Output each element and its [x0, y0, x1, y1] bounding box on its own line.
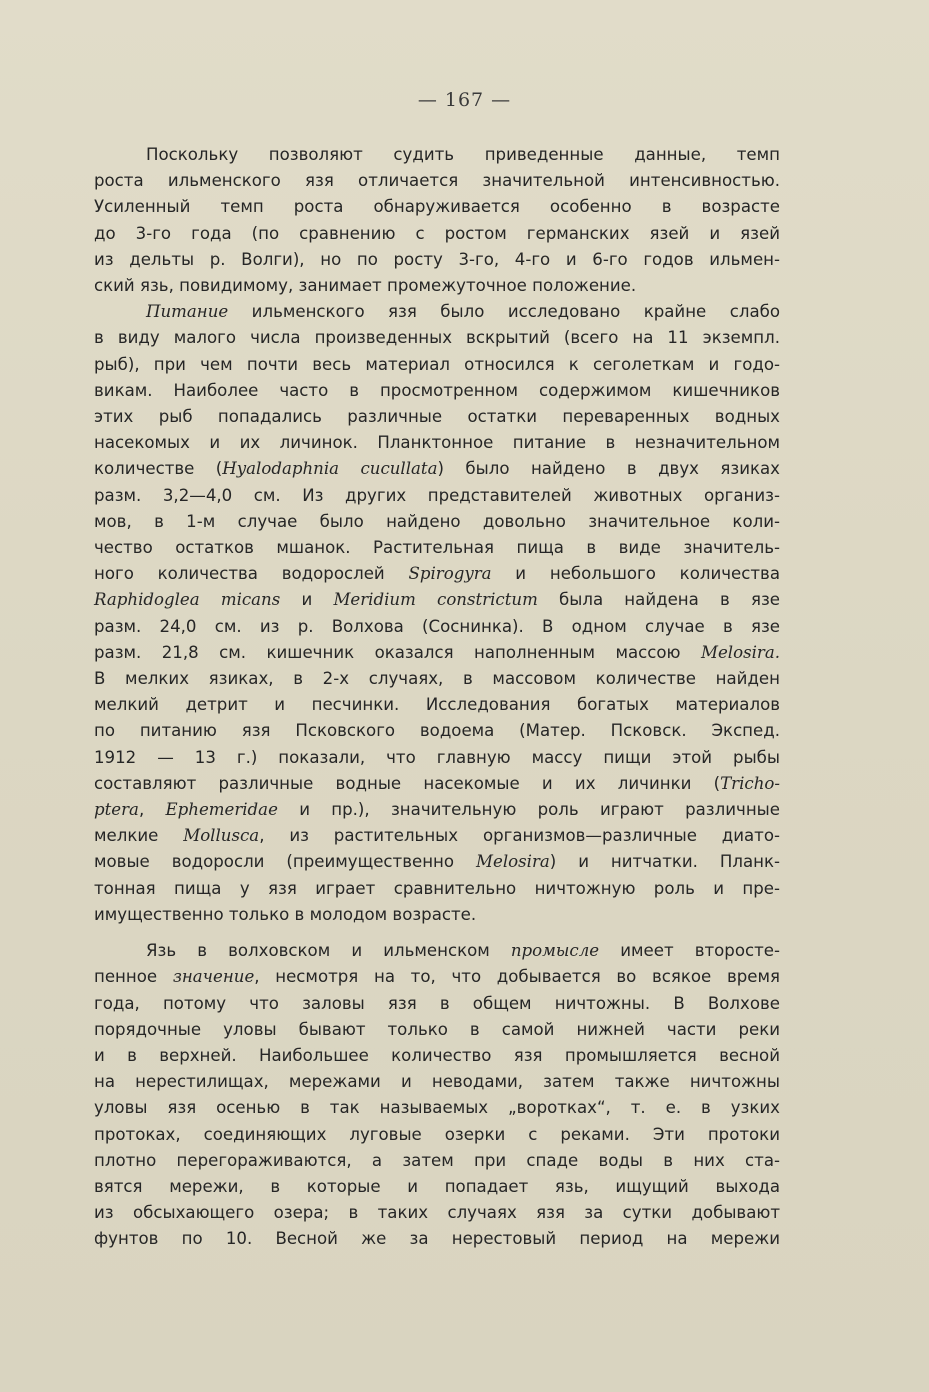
text-line [94, 823, 780, 849]
page-body [94, 142, 780, 1253]
text-line [94, 771, 780, 797]
text-run: ) было найдено в двух язиках [437, 459, 781, 479]
text-line: из обсыхающего озера; в таких случаях язя за сутки добывают [94, 1203, 780, 1223]
paragraph-growth [94, 142, 780, 299]
text-run: ильменского язя было исследовано крайне слабо [228, 302, 780, 322]
text-run: составляют различные водные насекомые и их личинки ( [94, 773, 721, 793]
text-line: из дельты р. Волги), но по росту 3-го, 4-го и 6-го годов ильмен- [94, 249, 780, 269]
text-run: и пр.), значительную роль играют различные [277, 800, 780, 820]
species-name: Mollusca [183, 826, 260, 846]
text-run: количестве ( [94, 459, 223, 479]
species-name: Melosira. [700, 642, 780, 662]
text-run: мовые водоросли (преимущественно [94, 852, 477, 872]
emphasis-term: значение [172, 967, 255, 987]
text-line: протоках, соединяющих луговые озерки с реками. Эти протоки [94, 1124, 780, 1144]
text-run: пенное [94, 967, 173, 987]
text-line [94, 456, 780, 482]
page-number: — 167 — [417, 89, 512, 111]
text-line: Поскольку позволяют судить приведенные данные, темп [146, 145, 780, 164]
text-run: имеет второсте- [599, 941, 780, 961]
text-line: имущественно только в молодом возрасте. [94, 904, 477, 924]
text-line [94, 849, 780, 875]
text-line: уловы язя осенью в так называемых „воротках“, т. е. в узких [94, 1098, 780, 1118]
text-line: плотно перегораживаются, а затем при спаде воды в них ста- [94, 1150, 780, 1170]
text-run: , из растительных организмов—различные диато- [259, 826, 780, 846]
text-line: В мелких язиках, в 2-х случаях, в массовом количестве найден [94, 669, 780, 689]
text-run: ного количества водорослей [94, 564, 409, 584]
text-line [94, 938, 780, 964]
text-line: рыб), при чем почти весь материал относился к сеголеткам и годо- [94, 354, 780, 374]
text-run: Язь в волховском и ильменском [146, 941, 511, 961]
species-name: Spirogyra [408, 564, 492, 584]
species-name: ptera [94, 800, 139, 820]
species-name: Ephemeridae [165, 800, 278, 820]
text-line: на нерестилищах, мережами и неводами, затем также ничтожны [94, 1072, 780, 1092]
text-line: мов, в 1-м случае было найдено довольно значительное коли- [94, 511, 780, 531]
text-line: чество остатков мшанок. Растительная пища в виде значитель- [94, 538, 780, 558]
text-line: порядочные уловы бывают только в самой нижней части реки [94, 1019, 780, 1039]
text-line [94, 640, 780, 666]
text-run: ) и нитчатки. Планк- [549, 852, 781, 872]
text-line: разм. 24,0 см. из р. Волхова (Соснинка). В одном случае в язе [94, 616, 780, 636]
text-run: и [280, 590, 334, 610]
text-run: мелкие [94, 826, 184, 846]
text-line: тонная пища у язя играет сравнительно ничтожную роль и пре- [94, 878, 780, 898]
text-line: насекомых и их личинок. Планктонное питание в незначительном [94, 433, 780, 453]
text-run: , несмотря на то, что добывается во всякое время [254, 967, 780, 987]
species-name: Hyalodaphnia cucullata [222, 459, 438, 479]
text-line: ский язь, повидимому, занимает промежуточное положение. [94, 276, 637, 296]
text-line: в виду малого числа произведенных вскрытий (всего на 11 экземпл. [94, 328, 780, 348]
text-run: и небольшого количества [491, 564, 780, 584]
text-run: , [138, 800, 166, 820]
species-name: Tricho- [720, 773, 780, 793]
emphasis-term: Питание [146, 302, 229, 322]
paragraph-feeding [94, 299, 780, 928]
text-line: Усиленный темп роста обнаруживается особенно в возрасте [94, 197, 780, 217]
species-name: Raphidoglea micans [94, 590, 281, 610]
text-line: мелкий детрит и песчинки. Исследования богатых материалов [94, 695, 780, 715]
text-line: фунтов по 10. Весной же за нерестовый период на мережи [94, 1229, 780, 1249]
text-run: разм. 21,8 см. кишечник оказался наполненным массою [94, 642, 701, 662]
text-line: викам. Наиболее часто в просмотренном содержимом кишечников [94, 380, 780, 400]
text-line: этих рыб попадались различные остатки переваренных водных [94, 407, 780, 427]
text-line [94, 797, 780, 823]
text-line: роста ильменского язя отличается значительной интенсивностью. [94, 171, 780, 191]
text-line: вятся мережи, в которые и попадает язь, ищущий выхода [94, 1176, 780, 1196]
paragraph-fishery [94, 938, 780, 1252]
text-line: до 3-го года (по сравнению с ростом германских язей и язей [94, 223, 780, 243]
text-line: 1912 — 13 г.) показали, что главную массу пищи этой рыбы [94, 747, 780, 767]
emphasis-term: промысле [510, 941, 600, 961]
text-line: года, потому что заловы язя в общем ничтожны. В Волхове [94, 993, 780, 1013]
species-name: Meridium constrictum [333, 590, 538, 610]
text-line [94, 587, 780, 613]
text-line: и в верхней. Наибольшее количество язя промышляется весной [94, 1045, 780, 1065]
text-line [94, 299, 780, 325]
paragraph-gap [94, 928, 780, 938]
text-line [94, 561, 780, 587]
species-name: Melosira [476, 852, 550, 872]
text-line: разм. 3,2—4,0 см. Из других представителей животных организ- [94, 485, 780, 505]
text-line: по питанию язя Псковского водоема (Матер. Псковск. Экспед. [94, 721, 780, 741]
text-line [94, 964, 780, 990]
text-run: была найдена в язе [537, 590, 780, 610]
